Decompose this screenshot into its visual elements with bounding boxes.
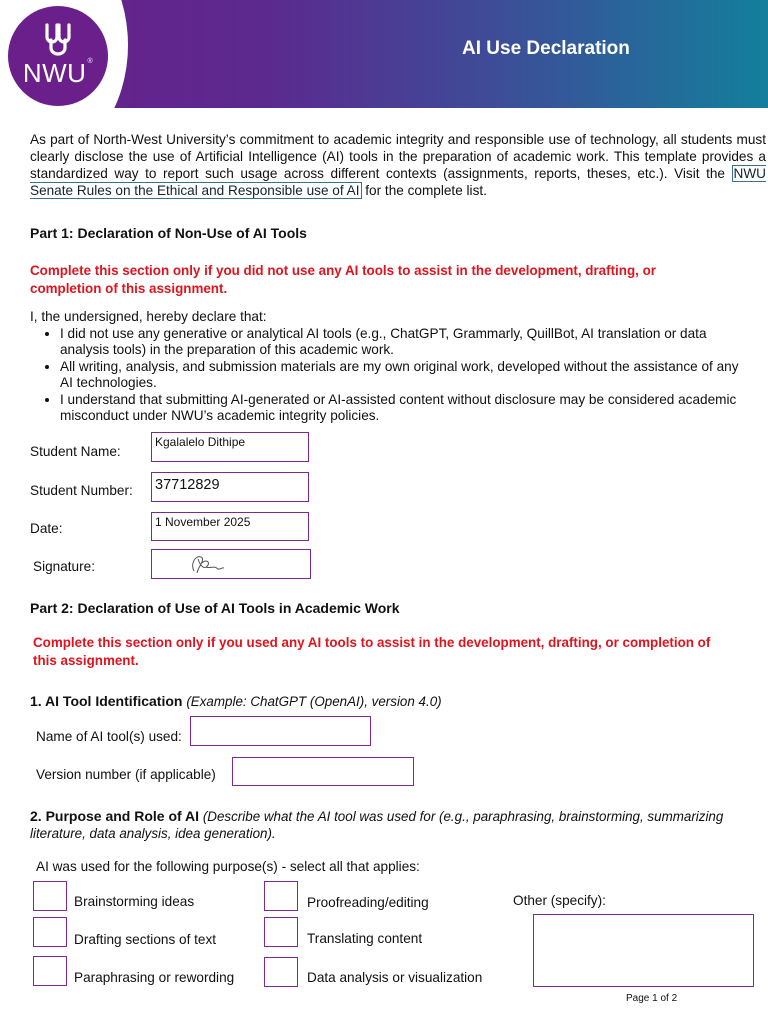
student-name-label: Student Name: [30, 444, 121, 459]
brainstorming-checkbox[interactable] [33, 881, 67, 911]
signature-scribble-icon [188, 551, 228, 577]
purpose-prompt: AI was used for the following purpose(s) - select all that applies: [36, 859, 420, 874]
paraphrasing-checkbox[interactable] [33, 956, 67, 986]
date-field[interactable]: 1 November 2025 [151, 512, 309, 541]
nwu-emblem-icon [42, 20, 74, 58]
document-title: AI Use Declaration [462, 38, 630, 59]
purpose-heading: 2. Purpose and Role of AI (Describe what the AI tool was used for (e.g., paraphrasing, brainstorming, summarizing literature, data analysis, idea generation). [30, 808, 724, 841]
signature-label: Signature: [33, 559, 95, 574]
brainstorming-label: Brainstorming ideas [74, 894, 195, 909]
part2-heading: Part 2: Declaration of Use of AI Tools in Academic Work [30, 600, 400, 616]
declaration-block [30, 309, 740, 425]
page-number: Page 1 of 2 [626, 993, 678, 1004]
student-name-field[interactable]: Kgalalelo Dithipe [151, 432, 309, 462]
part1-note: Complete this section only if you did not use any AI tools to assist in the development, drafting, or completion of this assignment. [30, 263, 656, 296]
senate-rules-link[interactable]: NWU Senate Rules on the Ethical and Responsible use of AI [30, 166, 766, 198]
student-number-label: Student Number: [30, 483, 133, 498]
translating-checkbox[interactable] [264, 917, 298, 947]
proofreading-checkbox[interactable] [264, 881, 298, 911]
ai-tool-identification-heading: 1. AI Tool Identification (Example: ChatGPT (OpenAI), version 4.0) [30, 693, 442, 709]
drafting-checkbox[interactable] [33, 917, 67, 947]
ai-tool-name-field[interactable] [190, 716, 371, 746]
declaration-item: • All writing, analysis, and submission materials are my own original work, developed without the assistance of any AI technologies. [60, 359, 740, 392]
ai-tool-name-label: Name of AI tool(s) used: [36, 729, 182, 744]
student-number-field[interactable]: 37712829 [151, 472, 309, 502]
other-specify-field[interactable] [533, 914, 754, 987]
declaration-item: • I understand that submitting AI-generated or AI-assisted content without disclosure may be considered academic misconduct under NWU’s academic integrity policies. [60, 392, 740, 425]
intro-paragraph: As part of North-West University’s commitment to academic integrity and responsible use of technology, all students must clearly disclose the use of Artificial Intelligence (AI) tools in the preparation of academic work. This template provides a standardized way to report such usage across different contexts (assignments, reports, theses, etc.). Visit the NWU Senate Rules on the Ethical and Responsible use of AI for the complete list. [30, 132, 766, 198]
proofreading-label: Proofreading/editing [307, 895, 429, 910]
version-number-field[interactable] [232, 757, 414, 786]
drafting-label: Drafting sections of text [74, 932, 217, 947]
paraphrasing-label: Paraphrasing or rewording [74, 970, 235, 985]
nwu-logo [8, 6, 108, 106]
logo-text: NWU® [22, 58, 94, 88]
declaration-intro: I, the undersigned, hereby declare that: [30, 309, 267, 324]
declaration-item: • I did not use any generative or analytical AI tools (e.g., ChatGPT, Grammarly, QuillBot, AI translation or data analysis tools) in the preparation of this academic work. [60, 326, 740, 359]
part2-note: Complete this section only if you used any AI tools to assist in the development, drafting, or completion of this assignment. [33, 635, 711, 668]
date-label: Date: [30, 521, 63, 536]
version-number-label: Version number (if applicable) [36, 767, 216, 782]
data-analysis-checkbox[interactable] [264, 957, 298, 987]
other-specify-label: Other (specify): [513, 893, 606, 908]
part1-heading: Part 1: Declaration of Non-Use of AI Tools [30, 225, 307, 241]
signature-field[interactable] [151, 549, 311, 579]
translating-label: Translating content [307, 931, 423, 946]
declaration-list [60, 326, 740, 425]
data-analysis-label: Data analysis or visualization [307, 970, 483, 985]
